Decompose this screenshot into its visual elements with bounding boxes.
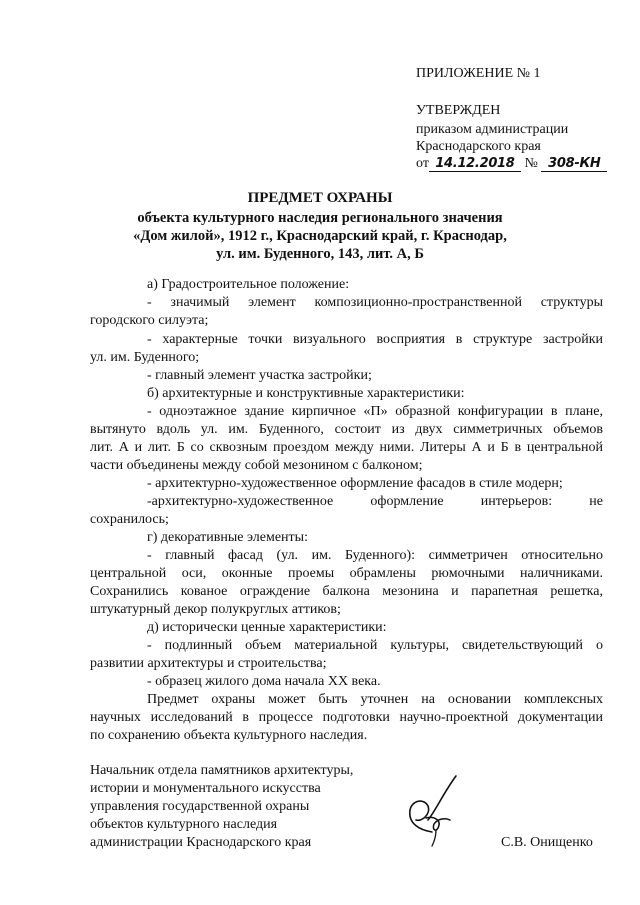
approved-label: УТВЕРЖДЕН [416,103,501,118]
body-line: вытянуто вдоль ул. им. Буденного, состоит из двух симметричных объемов [90,422,603,437]
body-line: - главный элемент участка застройки; [147,368,372,383]
title-line-2: объекта культурного наследия регионального значения [137,210,503,226]
body-line: центральной оси, оконные проемы обрамлены рюмочными наличниками. [90,566,603,581]
document-title: ПРЕДМЕТ ОХРАНЫ [247,190,393,206]
body-line: городского силуэта; [90,313,209,328]
signer-name: С.В. Онищенко [501,835,593,850]
title-line-3: «Дом жилой», 1912 г., Краснодарский край, г. Краснодар, [133,228,507,244]
section-a-heading: а) Градостроительное положение: [147,277,350,292]
number-prefix: № [524,156,538,171]
handwritten-date: 14.12.2018 [429,156,521,172]
section-d-heading: д) исторически ценные характеристики: [147,620,387,635]
body-line: сохранилось; [90,512,169,527]
section-b-heading: б) архитектурные и конструктивные характеристики: [147,386,465,401]
body-line: - архитектурно-художественное оформление фасадов в стиле модерн; [147,476,563,491]
date-prefix: от [416,156,429,171]
body-line: - главный фасад (ул. им. Буденного): симметричен относительно [147,548,603,563]
body-line: развитии архитектуры и строительства; [90,656,327,671]
section-g-heading: г) декоративные элементы: [147,530,308,545]
body-line: ул. им. Буденного; [90,350,200,365]
order-line-2: Краснодарского края [416,139,541,154]
body-line: лит. А и лит. Б со сквозным проездом между ними. Литеры А и Б в центральной [90,440,603,455]
body-line: части объединены между собой мезонином с балконом; [90,458,423,473]
signer-title-5: администрации Краснодарского края [90,835,312,850]
body-line: по сохранению объекта культурного наследия. [90,728,368,743]
signer-title-1: Начальник отдела памятников архитектуры, [90,763,354,778]
appendix-label: ПРИЛОЖЕНИЕ № 1 [416,66,541,81]
signer-title-4: объектов культурного наследия [90,817,278,832]
body-line: Сохранились кованое ограждение балкона мезонина и парапетная решетка, [90,584,603,599]
body-line: научных исследований в процессе подготовки научно-проектной документации [90,710,603,725]
order-date-line [416,155,607,172]
body-line: Предмет охраны может быть уточнен на основании комплексных [147,692,603,707]
body-line: - образец жилого дома начала XX века. [147,674,381,689]
signer-title-2: истории и монументального искусства [90,781,321,796]
handwritten-number: 308-КН [541,156,607,172]
body-line: - характерные точки визуального восприятия в структуре застройки [147,332,603,347]
body-line: - одноэтажное здание кирпичное «П» образной конфигурации в плане, [147,404,603,419]
order-line-1: приказом администрации [416,122,569,137]
body-line: - подлинный объем материальной культуры, свидетельствующий о [147,638,603,653]
body-line: -архитектурно-художественное оформление интерьеров: не [147,494,603,509]
body-line: - значимый элемент композиционно-пространственной структуры [147,295,603,310]
signer-title-3: управления государственной охраны [90,799,310,814]
handwritten-signature [392,770,472,850]
title-line-4: ул. им. Буденного, 143, лит. А, Б [216,246,424,262]
body-line: штукатурный декор полукруглых аттиков; [90,602,341,617]
